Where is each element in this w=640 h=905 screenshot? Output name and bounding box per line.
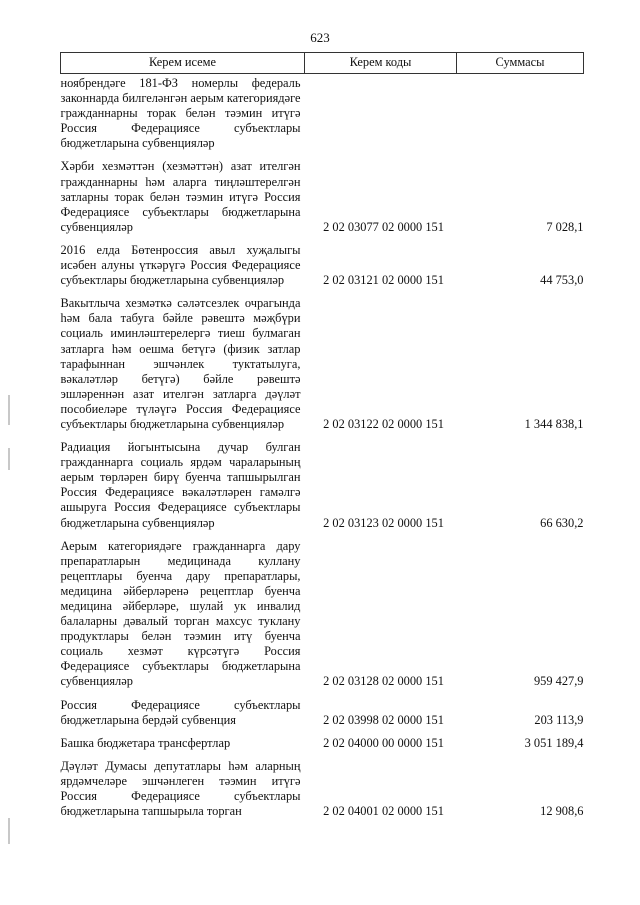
table-row xyxy=(61,432,584,531)
row-name: Аерым категориядәге гражданнарга дару препаратларын медицинада куллану рецептлары буенча дару препаратлары, медицина әйберләренә рецептлар буенча медицина әйберләре, шулай ук инвалид балаларны дәвалый торган махсус туклану продуктлары белән тәэмин итү буенча социаль хезмәт күрсәтүгә Россия Федерациясе субъектлары бюджетларына субвенцияләр xyxy=(60,538,301,689)
table-row xyxy=(61,288,584,432)
table-row xyxy=(61,531,584,690)
budget-table xyxy=(60,52,584,819)
scan-margin-mark xyxy=(8,395,10,425)
page-number: 623 xyxy=(310,30,330,45)
row-name: 2016 елда Бөтенроссия авыл хуҗалыгы исәбен алуны үткәрүгә Россия Федерациясе субъектлары бюджетларына субвенцияләр xyxy=(60,242,301,288)
row-amount: 44 753,0 xyxy=(540,273,584,288)
row-amount: 1 344 838,1 xyxy=(524,416,584,431)
header-amount: Суммасы xyxy=(457,53,584,74)
table-row xyxy=(61,74,584,152)
header-name: Керем исеме xyxy=(61,53,305,74)
row-name: Хәрби хезмәттән (хезмәттән) азат ителгән гражданнарны һәм аларга тиңләштерелгән затларны торак белән тәэмин итүгә Россия Федерациясе субъектлары бюджетларына субвенцияләр xyxy=(60,159,301,234)
row-code: 2 02 03122 02 0000 151 xyxy=(323,416,444,431)
row-code: 2 02 03123 02 0000 151 xyxy=(323,515,444,530)
row-amount: 7 028,1 xyxy=(546,219,584,234)
row-amount xyxy=(457,74,584,152)
row-code: 2 02 04001 02 0000 151 xyxy=(323,804,444,819)
table-header-row xyxy=(61,53,584,74)
row-amount: 959 427,9 xyxy=(533,674,584,689)
row-name: ноябрендәге 181-ФЗ номерлы федераль законнарда билгеләнгән аерым категориядәге гражданнарны торак белән тәэмин итүгә Россия Федерациясе субъектлары бюджетларына субвенцияләр xyxy=(60,76,301,151)
table-row xyxy=(61,728,584,751)
row-code: 2 02 03077 02 0000 151 xyxy=(323,219,444,234)
row-name: Россия Федерациясе субъектлары бюджетларына бердәй субвенция xyxy=(60,697,301,727)
row-code: 2 02 03128 02 0000 151 xyxy=(323,674,444,689)
header-code: Керем коды xyxy=(305,53,457,74)
row-code: 2 02 03998 02 0000 151 xyxy=(323,712,444,727)
row-name: Радиация йогынтысына дучар булган гражданнарга социаль ярдәм чараларының аерым төрләрен бирү буенча тапшырылган Россия Федерациясе вәкаләтләрен гамәлгә ашыруга Россия Федерациясе субъектлары бюджетларына субвенцияләр xyxy=(60,440,301,530)
row-amount: 12 908,6 xyxy=(540,804,584,819)
row-code: 2 02 03121 02 0000 151 xyxy=(323,273,444,288)
row-name: Вакытлыча хезмәткә сәләтсезлек очрагында һәм бала табуга бәйле рәвештә мәҗбүри социаль иминләштерелергә тиеш булмаган затларга һәм оешма бетүгә (физик затлар тарафыннан эшчәнлек туктатылуга, вәкаләтләр бетүгә) бәйле рәвештә эшләреннән азат ителгән затларга дәүләт пособиеләре түләүгә Россия Федерациясе субъектлары бюджетларына субвенцияләр xyxy=(60,296,301,431)
row-amount: 66 630,2 xyxy=(540,515,584,530)
table-row xyxy=(61,151,584,234)
table-row xyxy=(61,235,584,288)
row-amount: 203 113,9 xyxy=(534,712,584,727)
table-row xyxy=(61,690,584,728)
row-amount: 3 051 189,4 xyxy=(524,735,584,750)
table-row xyxy=(61,751,584,819)
row-code xyxy=(305,74,457,152)
row-code: 2 02 04000 00 0000 151 xyxy=(323,735,444,750)
row-name: Дәүләт Думасы депутатлары һәм аларның ярдәмчеләре эшчәнлеген тәэмин итүгә Россия Федерациясе субъектлары бюджетларына тапшырыла торган xyxy=(60,758,301,819)
scan-margin-mark xyxy=(8,448,10,470)
scan-margin-mark xyxy=(8,818,10,844)
row-name: Башка бюджетара трансфертлар xyxy=(60,735,231,750)
